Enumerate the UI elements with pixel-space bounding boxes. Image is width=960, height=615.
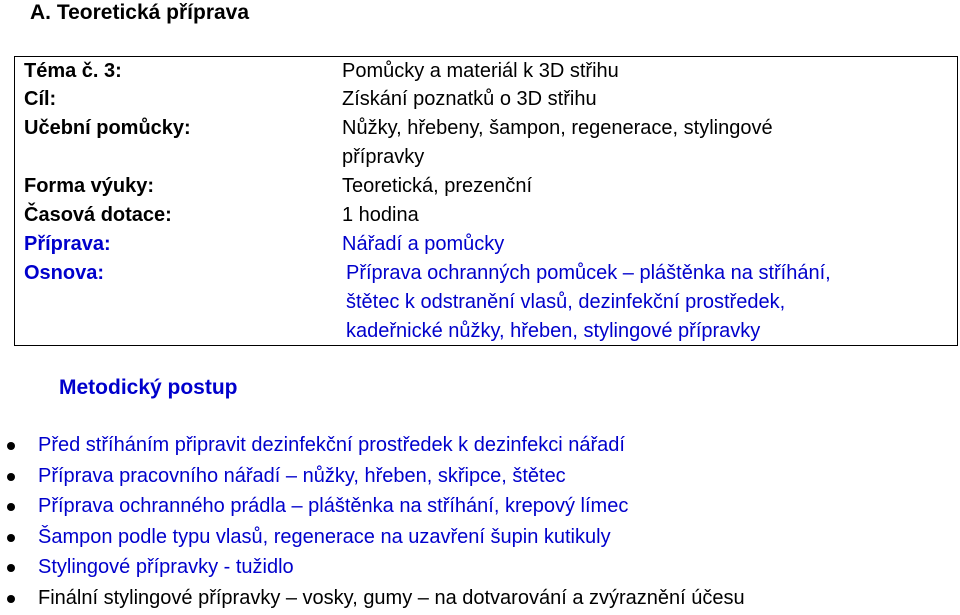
teaching-aids-label: Učební pomůcky:	[24, 117, 191, 139]
bullet-icon	[7, 534, 15, 542]
teaching-form-value: Teoretická, prezenční	[342, 175, 533, 197]
list-item: Finální stylingové přípravky – vosky, gumy – na dotvarování a zvýraznění účesu	[0, 585, 960, 615]
topic-value: Pomůcky a materiál k 3D střihu	[342, 60, 619, 82]
methodology-list	[0, 432, 960, 615]
lesson-info-table	[14, 56, 958, 346]
list-item: Příprava pracovního nářadí – nůžky, hřeben, skřipce, štětec	[0, 463, 960, 494]
time-allocation-value: 1 hodina	[342, 204, 419, 226]
list-item: Šampon podle typu vlasů, regenerace na uzavření šupin kutikuly	[0, 524, 960, 555]
topic-label: Téma č. 3:	[24, 60, 122, 82]
outline-value-line3: kadeřnické nůžky, hřeben, stylingové přípravky	[346, 320, 761, 342]
bullet-icon	[7, 473, 15, 481]
list-item: Příprava ochranného prádla – pláštěnka na stříhání, krepový límec	[0, 493, 960, 524]
bullet-icon	[7, 564, 15, 572]
outline-value-line1: Příprava ochranných pomůcek – pláštěnka na stříhání,	[346, 262, 831, 284]
time-allocation-label: Časová dotace:	[24, 204, 172, 226]
bullet-icon	[7, 503, 15, 511]
preparation-value: Nářadí a pomůcky	[342, 233, 505, 255]
preparation-label: Příprava:	[24, 233, 111, 255]
outline-label: Osnova:	[24, 262, 105, 284]
section-heading: A. Teoretická příprava	[30, 1, 250, 24]
methodology-title: Metodický postup	[59, 376, 238, 399]
list-item: Stylingové přípravky - tužidlo	[0, 554, 960, 585]
list-item: Před stříháním připravit dezinfekční prostředek k dezinfekci nářadí	[0, 432, 960, 463]
teaching-aids-value-line2: přípravky	[342, 146, 425, 168]
bullet-icon	[7, 595, 15, 603]
goal-label: Cíl:	[24, 88, 57, 110]
goal-value: Získání poznatků o 3D střihu	[342, 88, 597, 110]
bullet-icon	[7, 442, 15, 450]
teaching-aids-value-line1: Nůžky, hřebeny, šampon, regenerace, stylingové	[342, 117, 773, 139]
outline-value-line2: štětec k odstranění vlasů, dezinfekční prostředek,	[346, 291, 786, 313]
teaching-form-label: Forma výuky:	[24, 175, 155, 197]
